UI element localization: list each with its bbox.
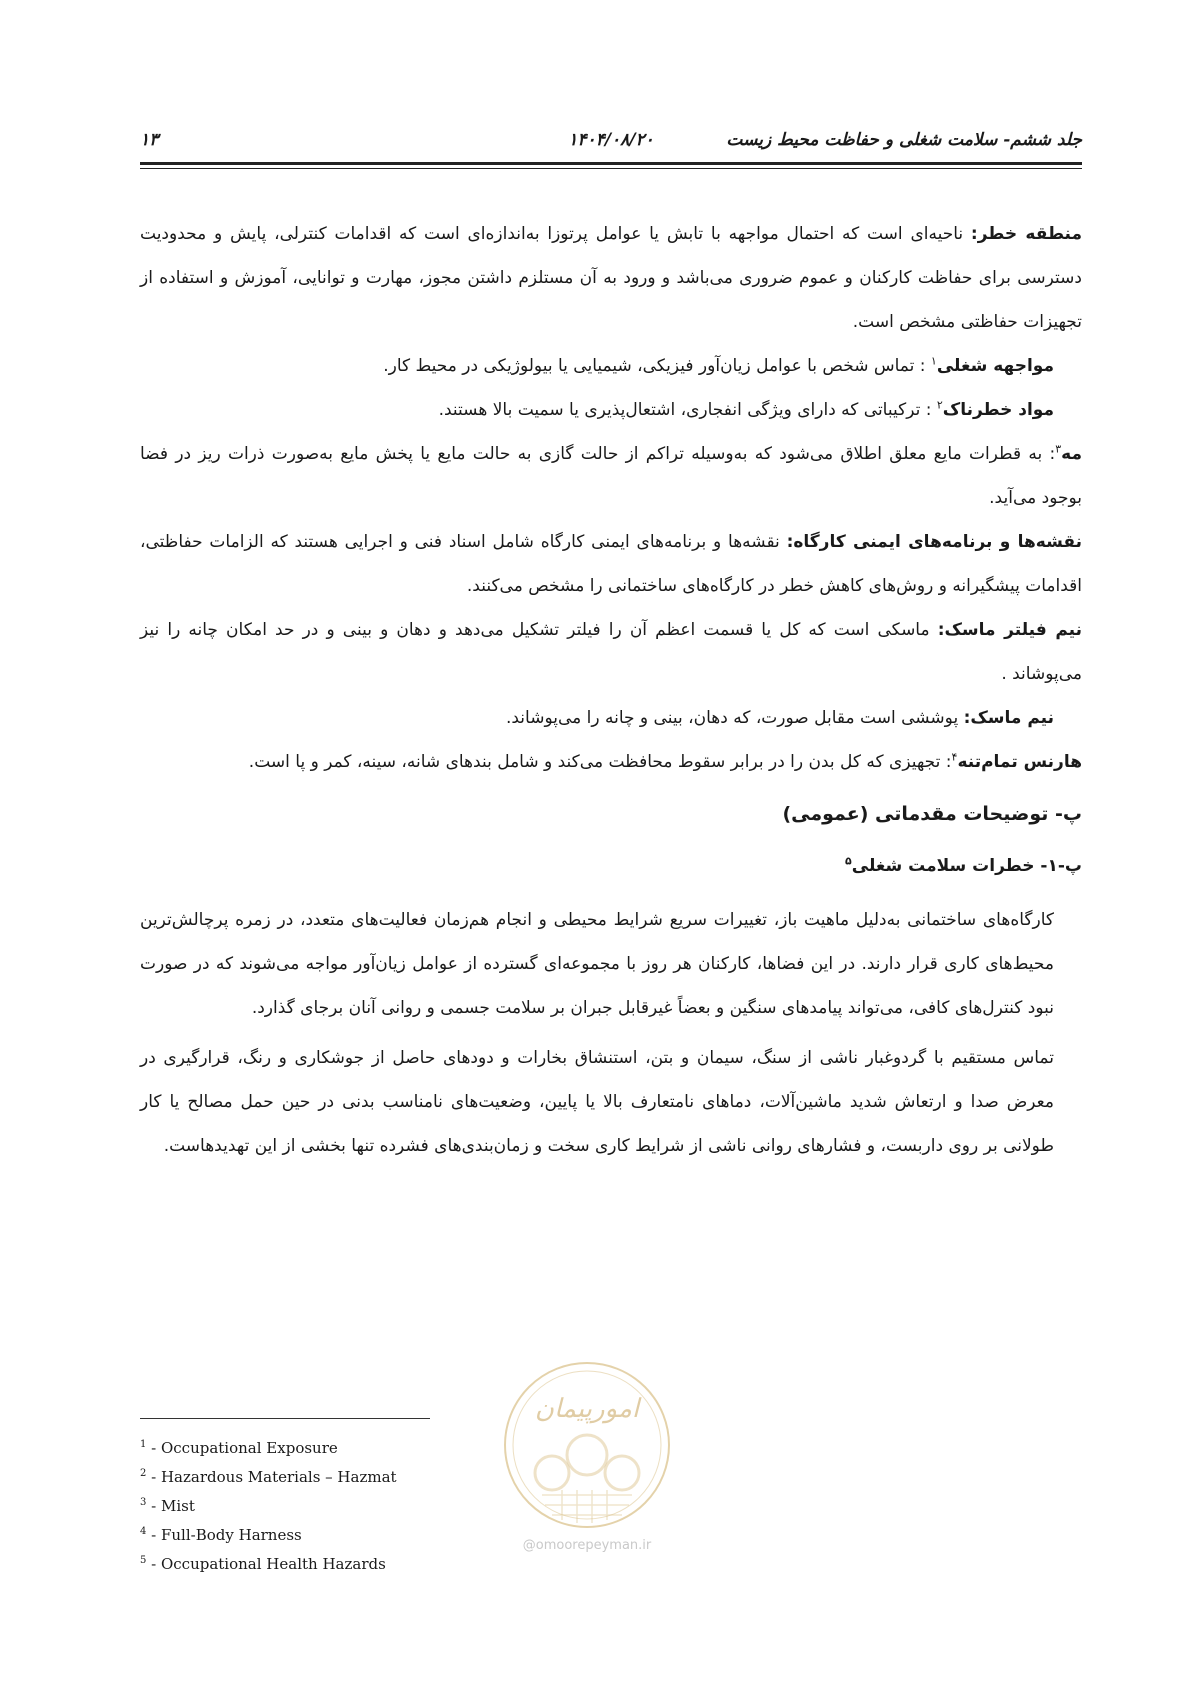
- definition-paragraph: [140, 608, 1082, 696]
- footnote-marker[interactable]: ۳: [1055, 442, 1062, 456]
- definition-term: مواد خطرناک: [942, 400, 1054, 420]
- footnote-text: - Full-Body Harness: [146, 1526, 302, 1544]
- footnote-number: 2: [140, 1468, 147, 1479]
- definition-text: ناحیه‌ای است که احتمال مواجهه با تابش یا عوامل پرتوزا به‌اندازه‌ای است که اقدامات کنترلی، پایش و محدودیت دسترسی برای حفاظت کارکنان و عموم ضروری می‌باشد و ورود به آن مستلزم داشتن مجوز، مهارت و توانایی، آموزش و استفاده از تجهیزات حفاظتی مشخص است.: [140, 224, 1082, 332]
- footnote-text: - Mist: [146, 1497, 195, 1515]
- footnote-marker[interactable]: ۱: [930, 354, 937, 368]
- definition-paragraph: [140, 388, 1082, 432]
- footnote-item: [140, 1461, 560, 1490]
- header-date: ۱۴۰۴/۰۸/۲۰: [568, 130, 654, 150]
- section-heading: پ- توضیحات مقدماتی (عمومی): [782, 803, 1082, 825]
- watermark-url: @omoorepeyman.ir: [522, 1538, 652, 1553]
- footnote-item: [140, 1548, 560, 1577]
- footnote-marker[interactable]: ۵: [845, 854, 852, 868]
- footnote-rule: [140, 1418, 430, 1419]
- footnote-text: - Occupational Health Hazards: [146, 1555, 386, 1573]
- definition-term: مه: [1061, 444, 1082, 464]
- running-header: [140, 130, 1082, 160]
- definition-paragraph: [140, 212, 1082, 344]
- footnote-number: 5: [140, 1555, 147, 1566]
- definition-term: منطقه خطر:: [970, 224, 1082, 244]
- definition-paragraph: [140, 432, 1082, 520]
- footnote-text: - Occupational Exposure: [146, 1439, 338, 1457]
- definition-text: : تماس شخص با عوامل زیان‌آور فیزیکی، شیمیایی یا بیولوژیکی در محیط کار.: [383, 356, 931, 376]
- footnote-number: 1: [140, 1439, 147, 1450]
- definition-term: هارنس تمام‌تنه: [957, 752, 1082, 772]
- footnote-item: [140, 1432, 560, 1461]
- footnote-number: 3: [140, 1497, 147, 1508]
- definition-term: نیم ماسک:: [963, 708, 1054, 728]
- definition-text: : ترکیباتی که دارای ویژگی انفجاری، اشتعال‌پذیری یا سمیت بالا هستند.: [438, 400, 937, 420]
- watermark-logo-text: امورپیمان: [534, 1394, 640, 1424]
- header-title: جلد ششم- سلامت شغلی و حفاظت محیط زیست: [726, 130, 1082, 150]
- footnote-text: - Hazardous Materials – Hazmat: [146, 1468, 397, 1486]
- footnote-marker[interactable]: ۴: [951, 750, 958, 764]
- definition-term: نیم فیلتر ماسک:: [937, 620, 1082, 640]
- definition-text: نقشه‌ها و برنامه‌های ایمنی کارگاه شامل اسناد فنی و اجرایی هستند که الزامات حفاظتی، اقدامات پیشگیرانه و روش‌های کاهش خطر در کارگاه‌های ساختمانی را مشخص می‌کنند.: [140, 532, 1082, 596]
- footnotes: [140, 1432, 560, 1577]
- header-rule-thick: [140, 162, 1082, 165]
- watermark-url-text: omoorepeyman.ir: [535, 1538, 652, 1553]
- page-number: ۱۳: [140, 130, 159, 150]
- footnote-number: 4: [140, 1526, 147, 1537]
- subsection-heading: [140, 844, 1082, 888]
- footnote-item: [140, 1519, 560, 1548]
- body-paragraph: کارگاه‌های ساختمانی به‌دلیل ماهیت باز، تغییرات سریع شرایط محیطی و انجام هم‌زمان فعالیت‌های متعدد، در زمره پرچالش‌ترین محیط‌های کاری قرار دارند. در این فضاها، کارکنان هر روز با مجموعه‌ای گسترده از عوامل زیان‌آور مواجه می‌شوند که در صورت نبود کنترل‌های کافی، می‌تواند پیامدهای سنگین و بعضاً غیرقابل جبران بر سلامت جسمی و روانی آنان برجای گذارد.: [140, 910, 1054, 1018]
- footnote-marker[interactable]: ۲: [936, 398, 943, 412]
- definition-paragraph: [140, 740, 1082, 784]
- subsection-title: پ-۱- خطرات سلامت شغلی: [851, 856, 1082, 876]
- definition-paragraph: [140, 344, 1082, 388]
- header-rule-thin: [140, 168, 1082, 169]
- definition-text: پوششی است مقابل صورت، که دهان، بینی و چانه را می‌پوشاند.: [505, 708, 964, 728]
- definition-paragraph: [140, 520, 1082, 608]
- body-paragraph: تماس مستقیم با گردوغبار ناشی از سنگ، سیمان و بتن، استنشاق بخارات و دودهای حاصل از جوشکاری و رنگ، قرارگیری در معرض صدا و ارتعاش شدید ماشین‌آلات، دماهای نامتعارف بالا یا پایین، وضعیت‌های نامناسب بدنی در حین حمل مصالح یا کار طولانی بر روی داربست، و فشارهای روانی ناشی از شرایط کاری سخت و زمان‌بندی‌های فشرده تنها بخشی از این تهدیدهاست.: [140, 1048, 1054, 1156]
- footnote-item: [140, 1490, 560, 1519]
- definition-term: مواجهه شغلی: [936, 356, 1054, 376]
- definition-text: : به قطرات مایع معلق اطلاق می‌شود که به‌وسیله تراکم از حالت گازی به حالت مایع یا پخش مایع به‌صورت ذرات ریز در فضا بوجود می‌آید.: [140, 444, 1082, 508]
- main-content: [140, 212, 1082, 1168]
- definition-term: نقشه‌ها و برنامه‌های ایمنی کارگاه:: [786, 532, 1082, 552]
- definition-text: ماسکی است که کل یا قسمت اعظم آن را فیلتر تشکیل می‌دهد و دهان و بینی و در حد امکان چانه را نیز می‌پوشاند .: [140, 620, 1082, 684]
- definition-text: : تجهیزی که کل بدن را در برابر سقوط محافظت می‌کند و شامل بندهای شانه، سینه، کمر و پا است.: [248, 752, 952, 772]
- definition-paragraph: [140, 696, 1082, 740]
